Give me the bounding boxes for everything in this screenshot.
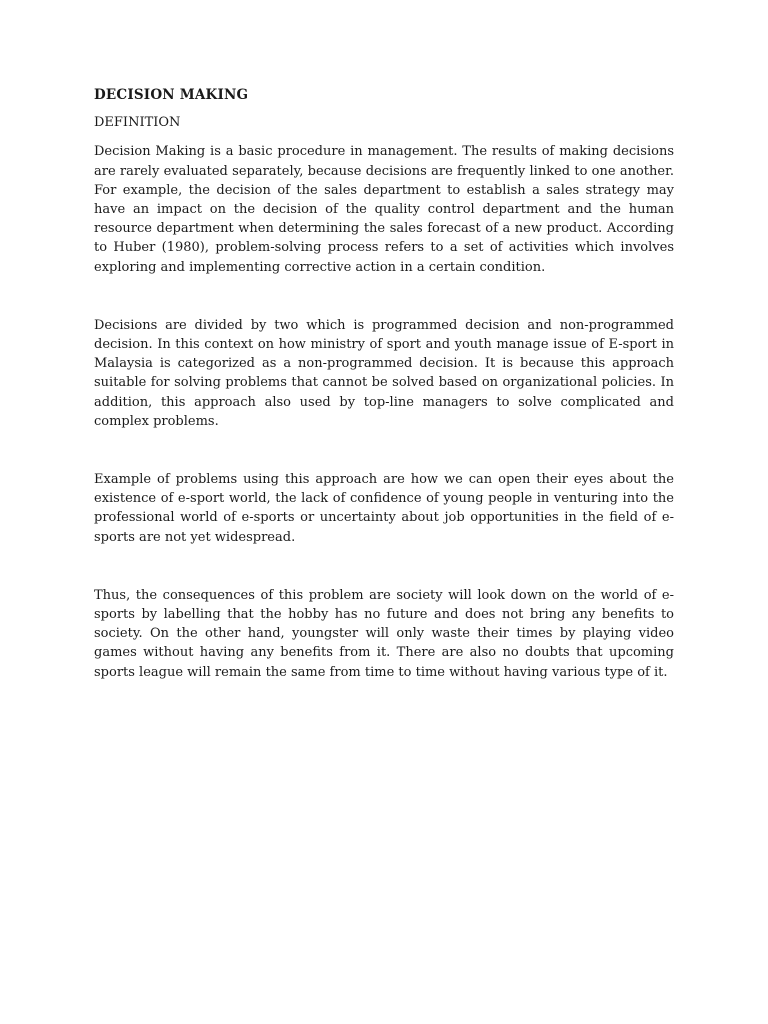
paragraph-decision-types: Decisions are divided by two which is programmed decision and non-programmed decision. In this context on how ministry of sport and youth manage issue of E-sport in Malaysia is categorized as a non-programmed decision. It is because this approach suitable for solving problems that cannot be solved based on organizational policies. In addition, this approach also used by top-line managers to solve complicated and complex problems. [94,317,674,429]
paragraph-definition: Decision Making is a basic procedure in management. The results of making decisions are rarely evaluated separately, because decisions are frequently linked to one another. For example, the decision of the sales department to establish a sales strategy may have an impact on the decision of the quality control department and the human resource department when determining the sales forecast of a new product. According to Huber (1980), problem-solving process refers to a set of activities which involves exploring and implementing corrective action in a certain condition. [94,144,674,275]
paragraph-consequences: Thus, the consequences of this problem are society will look down on the world of e-sports by labelling that the hobby has no future and does not bring any benefits to society. On the other hand, youngster will only waste their times by playing video games without having any benefits from it. There are also no doubts that upcoming sports league will remain the same from time to time without having various type of it. [94,587,674,680]
section-heading-definition: DEFINITION [94,115,181,131]
document-body [94,86,674,682]
paragraph-problem-examples: Example of problems using this approach are how we can open their eyes about the existence of e-sport world, the lack of confidence of young people in venturing into the professional world of e-sports or uncertainty about job opportunities in the field of e-sports are not yet widespread. [94,472,674,545]
document-title: DECISION MAKING [94,87,249,103]
